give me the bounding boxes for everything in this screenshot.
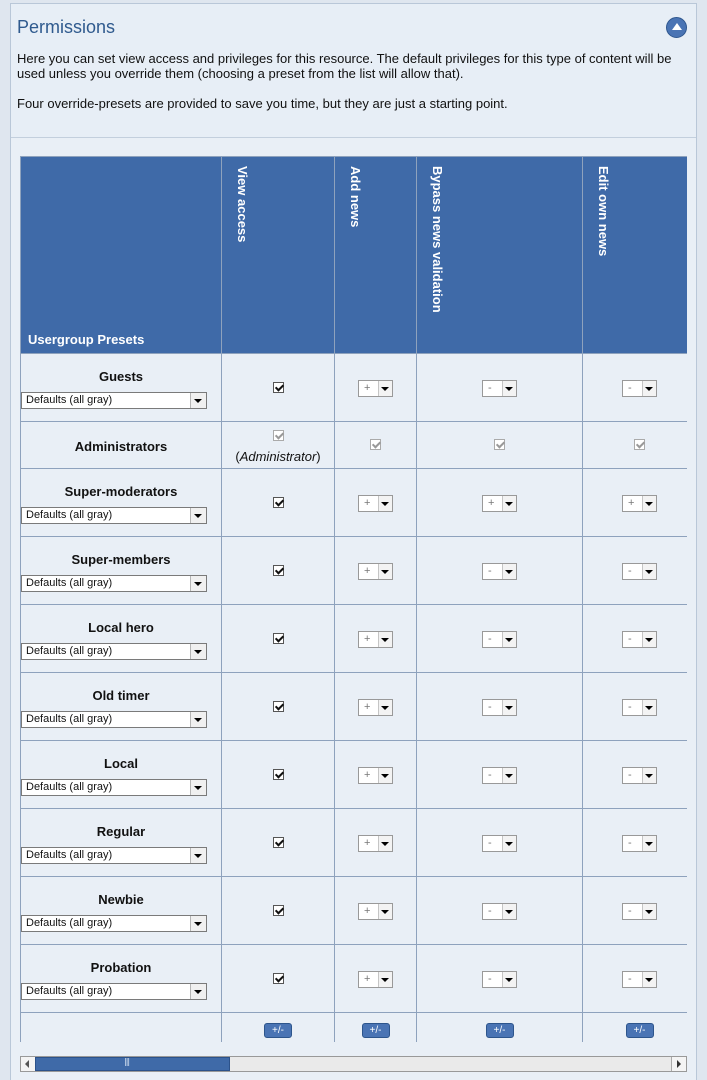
usergroup-cell xyxy=(21,537,222,605)
add-news-cell xyxy=(335,877,417,945)
bypass-validation-cell xyxy=(417,673,583,741)
admin-note: (Administrator) xyxy=(235,448,321,464)
edit-own-news-select[interactable]: - xyxy=(622,903,657,920)
view-access-checkbox[interactable] xyxy=(273,633,284,644)
collapse-up-icon[interactable] xyxy=(666,17,687,38)
add-news-select[interactable]: + xyxy=(358,380,393,397)
edit-own-news-cell xyxy=(583,809,688,877)
table-row xyxy=(21,422,688,469)
add-news-select[interactable]: + xyxy=(358,971,393,988)
usergroup-cell xyxy=(21,673,222,741)
edit-own-news-select[interactable]: - xyxy=(622,380,657,397)
column-header-bypass-news-validation xyxy=(417,157,583,354)
bypass-validation-select[interactable]: - xyxy=(482,563,517,580)
column-label: Bypass news validation xyxy=(430,166,445,313)
add-news-cell xyxy=(335,673,417,741)
view-access-checkbox[interactable] xyxy=(273,497,284,508)
table-row xyxy=(21,354,688,422)
usergroup-name: Guests xyxy=(98,368,144,384)
table-row xyxy=(21,741,688,809)
add-news-select[interactable]: + xyxy=(358,903,393,920)
preset-select[interactable]: Defaults (all gray) xyxy=(21,507,207,524)
column-toggle-row xyxy=(21,1013,688,1043)
bypass-validation-cell xyxy=(417,354,583,422)
view-access-cell xyxy=(222,354,335,422)
description-text: Here you can set view access and privileges for this resource. The default privileges for this type of content will be used unless you override them (choosing a preset from the list will allow that). xyxy=(17,51,672,81)
add-news-select[interactable]: + xyxy=(358,699,393,716)
edit-own-news-cell xyxy=(583,605,688,673)
add-news-select[interactable]: + xyxy=(358,767,393,784)
usergroup-name: Probation xyxy=(90,959,152,975)
bypass-validation-select[interactable]: - xyxy=(482,631,517,648)
usergroup-cell xyxy=(21,354,222,422)
usergroup-cell xyxy=(21,809,222,877)
add-news-checkbox xyxy=(370,439,381,450)
preset-select[interactable]: Defaults (all gray) xyxy=(21,983,207,1000)
table-row xyxy=(21,877,688,945)
bypass-validation-select[interactable]: - xyxy=(482,380,517,397)
panel-description xyxy=(17,51,693,126)
edit-own-news-select[interactable]: + xyxy=(622,495,657,512)
edit-own-news-cell xyxy=(583,537,688,605)
view-access-checkbox[interactable] xyxy=(273,701,284,712)
bypass-validation-checkbox xyxy=(494,439,505,450)
add-news-select[interactable]: + xyxy=(358,563,393,580)
toggle-bypass-validation-button[interactable]: +/- xyxy=(486,1023,514,1038)
bypass-validation-cell xyxy=(417,605,583,673)
usergroup-name: Newbie xyxy=(98,891,144,907)
view-access-checkbox[interactable] xyxy=(273,905,284,916)
view-access-checkbox xyxy=(273,430,284,441)
add-news-cell xyxy=(335,945,417,1013)
toggle-cell xyxy=(335,1013,417,1043)
scrollbar-thumb[interactable] xyxy=(35,1057,230,1071)
admin-note-text: Administrator xyxy=(239,448,317,464)
usergroup-presets-label: Usergroup Presets xyxy=(28,332,145,347)
add-news-cell xyxy=(335,469,417,537)
usergroup-name: Old timer xyxy=(92,687,150,703)
bypass-validation-select[interactable]: - xyxy=(482,971,517,988)
edit-own-news-cell xyxy=(583,354,688,422)
add-news-cell xyxy=(335,537,417,605)
toggle-cell xyxy=(417,1013,583,1043)
bypass-validation-cell xyxy=(417,422,583,469)
bypass-validation-select[interactable]: - xyxy=(482,767,517,784)
edit-own-news-cell xyxy=(583,741,688,809)
edit-own-news-checkbox xyxy=(634,439,645,450)
edit-own-news-select[interactable]: - xyxy=(622,563,657,580)
usergroup-cell xyxy=(21,877,222,945)
view-access-cell xyxy=(222,877,335,945)
edit-own-news-cell xyxy=(583,422,688,469)
bypass-validation-select[interactable]: - xyxy=(482,903,517,920)
preset-select[interactable]: Defaults (all gray) xyxy=(21,915,207,932)
view-access-checkbox[interactable] xyxy=(273,837,284,848)
scroll-left-icon[interactable] xyxy=(21,1057,36,1071)
edit-own-news-select[interactable]: - xyxy=(622,835,657,852)
bypass-validation-select[interactable]: + xyxy=(482,495,517,512)
column-header-edit-own-news xyxy=(583,157,688,354)
table-header-row xyxy=(21,157,688,354)
add-news-cell xyxy=(335,354,417,422)
usergroup-cell xyxy=(21,945,222,1013)
column-header-add-news xyxy=(335,157,417,354)
description-presets-text: Four override-presets are provided to save you time, but they are just a starting point. xyxy=(17,96,508,111)
table-row xyxy=(21,605,688,673)
toggle-view-access-button[interactable]: +/- xyxy=(264,1023,292,1038)
view-access-cell xyxy=(222,605,335,673)
preset-select[interactable]: Defaults (all gray) xyxy=(21,847,207,864)
usergroup-name: Super-moderators xyxy=(64,483,178,499)
view-access-checkbox[interactable] xyxy=(273,973,284,984)
toggle-edit-own-news-button[interactable]: +/- xyxy=(626,1023,654,1038)
edit-own-news-select[interactable]: - xyxy=(622,767,657,784)
panel-header xyxy=(11,4,696,138)
usergroup-name: Local xyxy=(104,755,138,771)
horizontal-scrollbar[interactable] xyxy=(20,1056,687,1072)
view-access-checkbox[interactable] xyxy=(273,382,284,393)
edit-own-news-select[interactable]: - xyxy=(622,971,657,988)
add-news-select[interactable]: + xyxy=(358,631,393,648)
view-access-checkbox[interactable] xyxy=(273,769,284,780)
permissions-grid-viewport xyxy=(20,156,687,1042)
table-row xyxy=(21,537,688,605)
add-news-cell xyxy=(335,422,417,469)
column-header-view-access xyxy=(222,157,335,354)
usergroup-cell xyxy=(21,469,222,537)
toggle-cell xyxy=(583,1013,688,1043)
usergroup-cell xyxy=(21,741,222,809)
view-access-cell xyxy=(222,809,335,877)
view-access-cell xyxy=(222,673,335,741)
usergroup-name: Regular xyxy=(96,823,146,839)
add-news-cell xyxy=(335,809,417,877)
add-news-select[interactable]: + xyxy=(358,835,393,852)
scroll-right-icon[interactable] xyxy=(671,1057,686,1071)
column-label: Add news xyxy=(348,166,363,228)
permissions-table xyxy=(20,156,687,1042)
view-access-cell xyxy=(222,422,335,469)
bypass-validation-cell xyxy=(417,877,583,945)
edit-own-news-select[interactable]: - xyxy=(622,631,657,648)
view-access-cell xyxy=(222,945,335,1013)
add-news-cell xyxy=(335,741,417,809)
preset-select[interactable]: Defaults (all gray) xyxy=(21,575,207,592)
usergroup-name: Super-members xyxy=(71,551,171,567)
bypass-validation-cell xyxy=(417,537,583,605)
bypass-validation-select[interactable]: - xyxy=(482,699,517,716)
toggle-row-spacer xyxy=(21,1013,222,1043)
view-access-cell xyxy=(222,469,335,537)
view-access-cell xyxy=(222,741,335,809)
edit-own-news-cell xyxy=(583,673,688,741)
column-label: View access xyxy=(235,166,250,243)
preset-select[interactable]: Defaults (all gray) xyxy=(21,643,207,660)
edit-own-news-cell xyxy=(583,469,688,537)
bypass-validation-cell xyxy=(417,741,583,809)
usergroup-presets-header xyxy=(21,157,222,354)
edit-own-news-cell xyxy=(583,877,688,945)
usergroup-cell xyxy=(21,605,222,673)
table-row xyxy=(21,673,688,741)
toggle-cell xyxy=(222,1013,335,1043)
bypass-validation-select[interactable]: - xyxy=(482,835,517,852)
preset-select[interactable]: Defaults (all gray) xyxy=(21,392,207,409)
add-news-select[interactable]: + xyxy=(358,495,393,512)
add-news-cell xyxy=(335,605,417,673)
preset-select[interactable]: Defaults (all gray) xyxy=(21,711,207,728)
column-label: Edit own news xyxy=(596,166,611,257)
bypass-validation-cell xyxy=(417,945,583,1013)
view-access-checkbox[interactable] xyxy=(273,565,284,576)
bypass-validation-cell xyxy=(417,469,583,537)
toggle-add-news-button[interactable]: +/- xyxy=(362,1023,390,1038)
preset-select[interactable]: Defaults (all gray) xyxy=(21,779,207,796)
usergroup-name: Administrators xyxy=(74,438,168,454)
usergroup-cell xyxy=(21,422,222,469)
table-row xyxy=(21,469,688,537)
edit-own-news-select[interactable]: - xyxy=(622,699,657,716)
panel-title: Permissions xyxy=(17,17,116,37)
bypass-validation-cell xyxy=(417,809,583,877)
view-access-cell xyxy=(222,537,335,605)
usergroup-name: Local hero xyxy=(88,619,154,635)
edit-own-news-cell xyxy=(583,945,688,1013)
table-row xyxy=(21,809,688,877)
table-row xyxy=(21,945,688,1013)
